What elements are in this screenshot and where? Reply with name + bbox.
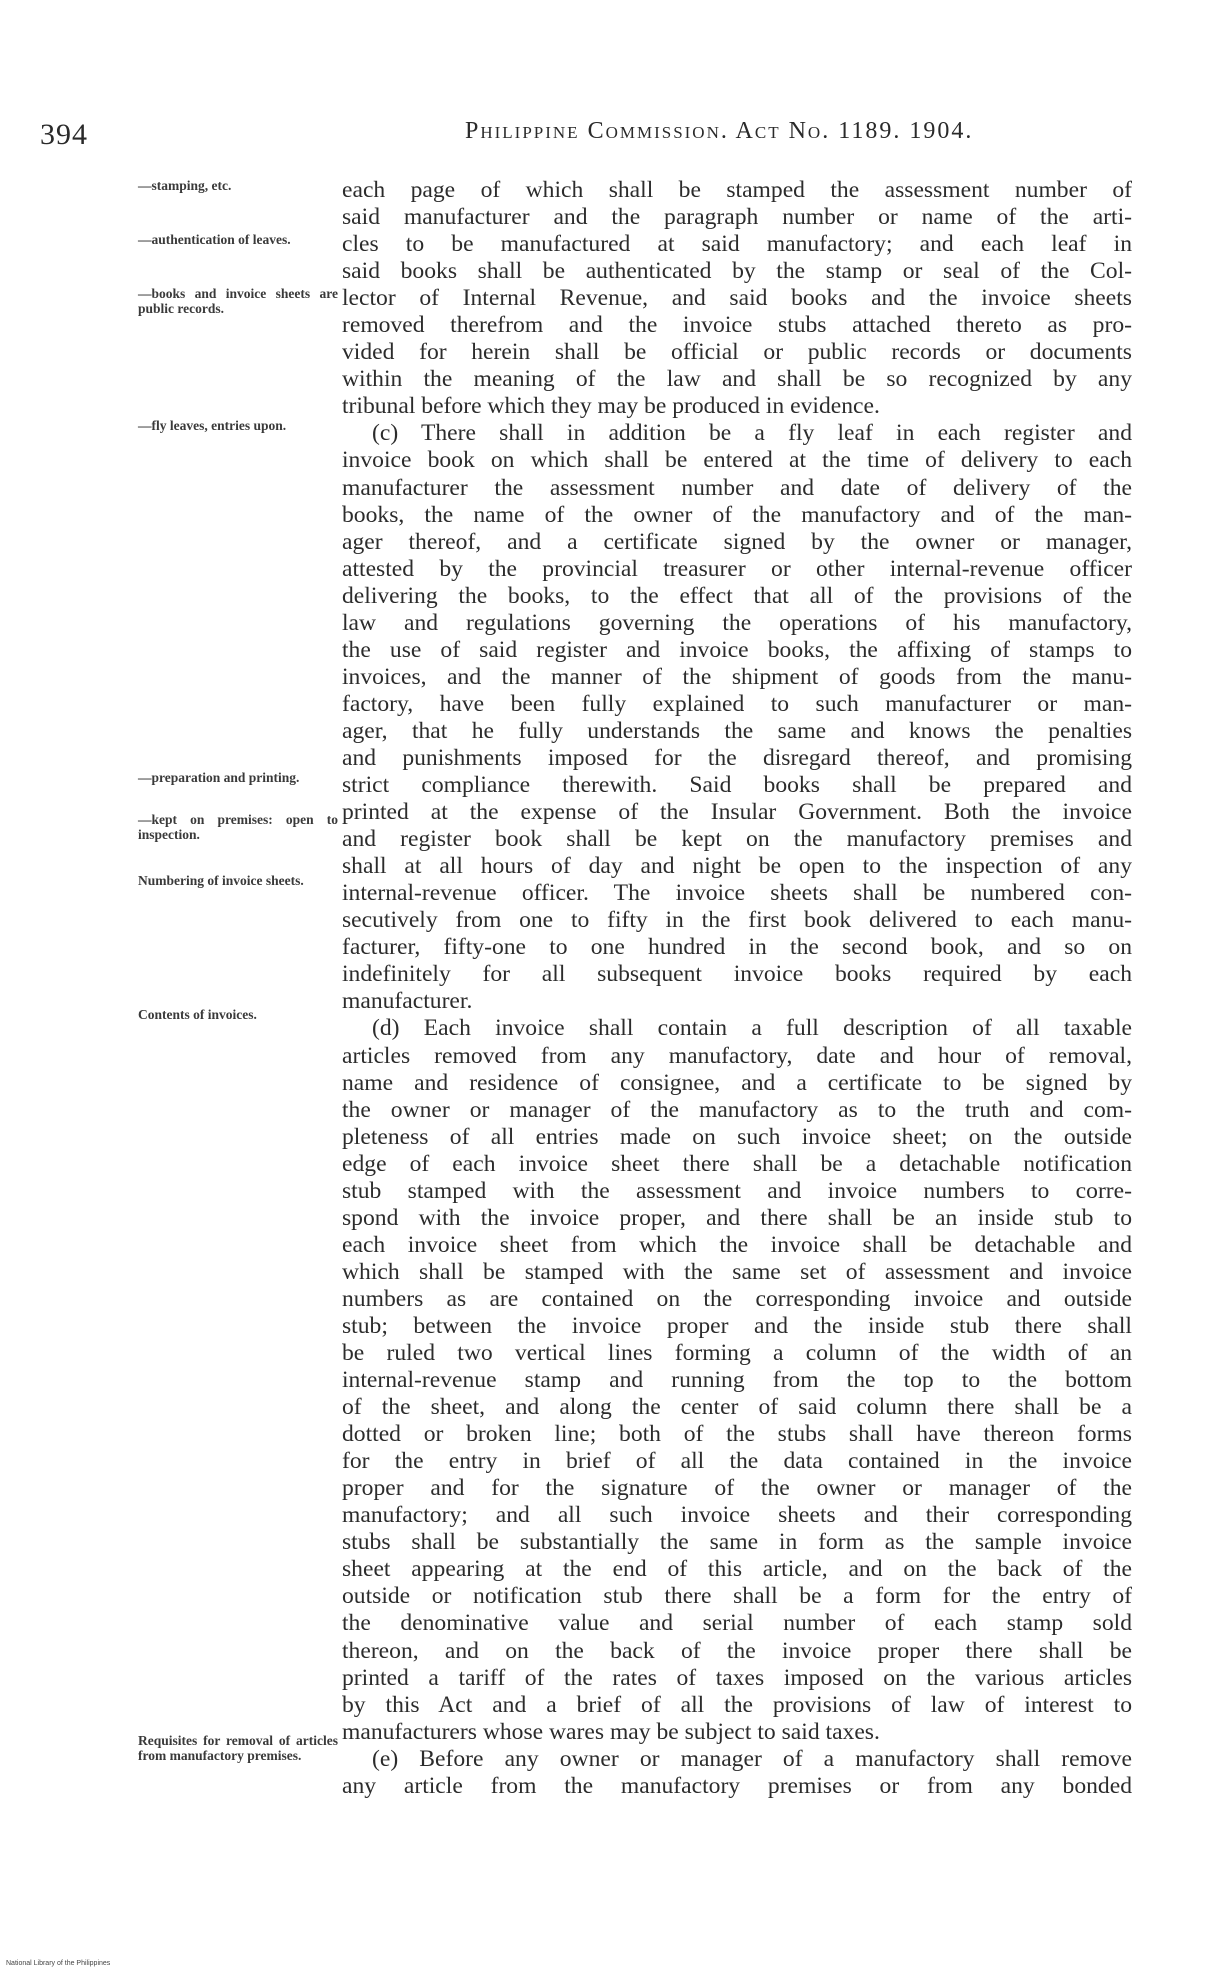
text-line: (d) Each invoice shall contain a full description of all taxable xyxy=(372,1015,1132,1042)
text-line: and register book shall be kept on the manufactory premises and xyxy=(342,826,1132,853)
text-line: (e) Before any owner or manager of a manufactory shall remove xyxy=(372,1745,1132,1772)
text-line: indefinitely for all subsequent invoice books required by each xyxy=(342,961,1132,988)
text-line: said books shall be authenticated by the stamp or seal of the Col- xyxy=(342,258,1132,285)
text-line: articles removed from any manufactory, date and hour of removal, xyxy=(342,1042,1132,1069)
text-line: ager thereof, and a certificate signed by the owner or manager, xyxy=(342,528,1132,555)
margin-note-fly-leaves: —fly leaves, entries upon. xyxy=(138,418,287,433)
text-line: within the meaning of the law and shall be so recognized by any xyxy=(342,366,1132,393)
running-head: Philippine Commission. Act No. 1189. 1904. xyxy=(465,118,974,144)
text-line: each page of which shall be stamped the assessment number of xyxy=(342,177,1132,203)
text-line: stub stamped with the assessment and invoice numbers to corre- xyxy=(342,1177,1132,1204)
paragraph xyxy=(342,1015,1132,1745)
margin-note-numbering: Numbering of invoice sheets. xyxy=(138,873,304,888)
text-line: invoices, and the manner of the shipment of goods from the manu- xyxy=(342,663,1132,690)
footer-credit: National Library of the Philippines xyxy=(6,1960,111,1967)
margin-note-public-records: —books and invoice sheets are public records. xyxy=(138,286,338,316)
text-line: invoice book on which shall be entered at the time of delivery to each xyxy=(342,447,1132,474)
text-line: spond with the invoice proper, and there shall be an inside stub to xyxy=(342,1204,1132,1231)
text-line: internal-revenue stamp and running from the top to the bottom xyxy=(342,1367,1132,1394)
text-line: outside or notification stub there shall be a form for the entry of xyxy=(342,1583,1132,1610)
text-line: name and residence of consignee, and a certificate to be signed by xyxy=(342,1069,1132,1096)
text-line: each invoice sheet from which the invoice shall be detachable and xyxy=(342,1231,1132,1258)
text-line: lector of Internal Revenue, and said books and the invoice sheets xyxy=(342,285,1132,312)
text-line: dotted or broken line; both of the stubs shall have thereon forms xyxy=(342,1421,1132,1448)
text-line: and punishments imposed for the disregard thereof, and promising xyxy=(342,744,1132,771)
text-line: stub; between the invoice proper and the inside stub there shall xyxy=(342,1312,1132,1339)
text-line: which shall be stamped with the same set of assessment and invoice xyxy=(342,1258,1132,1285)
text-line: numbers as are contained on the corresponding invoice and outside xyxy=(342,1285,1132,1312)
text-line: edge of each invoice sheet there shall be a detachable notification xyxy=(342,1150,1132,1177)
margin-note-requisites: Requisites for removal of articles from manufactory premises. xyxy=(138,1733,338,1763)
text-line: printed at the expense of the Insular Government. Both the invoice xyxy=(342,799,1132,826)
paragraph xyxy=(342,420,1132,1015)
text-line: vided for herein shall be official or public records or documents xyxy=(342,339,1132,366)
text-line: internal-revenue officer. The invoice sheets shall be numbered con- xyxy=(342,880,1132,907)
margin-note-contents: Contents of invoices. xyxy=(138,1007,257,1022)
text-line: attested by the provincial treasurer or other internal-revenue officer xyxy=(342,555,1132,582)
text-line: manufactory; and all such invoice sheets and their corresponding xyxy=(342,1502,1132,1529)
margin-note-authentication: —authentication of leaves. xyxy=(138,232,291,247)
text-line: ager, that he fully understands the same and knows the penalties xyxy=(342,717,1132,744)
text-line: delivering the books, to the effect that all of the provisions of the xyxy=(342,582,1132,609)
text-line: manufacturers whose wares may be subject to said taxes. xyxy=(342,1718,880,1745)
text-line: removed therefrom and the invoice stubs attached thereto as pro- xyxy=(342,312,1132,339)
page-number: 394 xyxy=(40,118,88,151)
text-line: any article from the manufactory premises or from any bonded xyxy=(342,1772,1132,1799)
text-line: books, the name of the owner of the manufactory and of the man- xyxy=(342,501,1132,528)
body-text xyxy=(342,177,1132,1800)
text-line: of the sheet, and along the center of said column there shall be a xyxy=(342,1394,1132,1421)
text-line: the owner or manager of the manufactory as to the truth and com- xyxy=(342,1096,1132,1123)
text-line: secutively from one to fifty in the first book delivered to each manu- xyxy=(342,907,1132,934)
text-line: law and regulations governing the operations of his manufactory, xyxy=(342,609,1132,636)
margin-note-preparation: —preparation and printing. xyxy=(138,770,300,785)
text-line: (c) There shall in addition be a fly leaf in each register and xyxy=(372,420,1132,447)
text-line: shall at all hours of day and night be open to the inspection of any xyxy=(342,853,1132,880)
text-line: sheet appearing at the end of this article, and on the back of the xyxy=(342,1556,1132,1583)
text-line: manufacturer. xyxy=(342,988,473,1015)
paragraph xyxy=(342,1746,1132,1800)
text-line: printed a tariff of the rates of taxes imposed on the various articles xyxy=(342,1664,1132,1691)
text-line: the denominative value and serial number of each stamp sold xyxy=(342,1610,1132,1637)
text-line: for the entry in brief of all the data contained in the invoice xyxy=(342,1448,1132,1475)
text-line: said manufacturer and the paragraph number or name of the arti- xyxy=(342,204,1132,231)
text-line: manufacturer the assessment number and date of delivery of the xyxy=(342,474,1132,501)
text-line: strict compliance therewith. Said books shall be prepared and xyxy=(342,772,1132,799)
text-line: by this Act and a brief of all the provisions of law of interest to xyxy=(342,1691,1132,1718)
text-line: stubs shall be substantially the same in form as the sample invoice xyxy=(342,1529,1132,1556)
paragraph xyxy=(342,177,1132,420)
text-line: factory, have been fully explained to such manufacturer or man- xyxy=(342,690,1132,717)
text-line: cles to be manufactured at said manufactory; and each leaf in xyxy=(342,231,1132,258)
text-line: pleteness of all entries made on such invoice sheet; on the outside xyxy=(342,1123,1132,1150)
text-line: be ruled two vertical lines forming a column of the width of an xyxy=(342,1340,1132,1367)
margin-note-kept-on-premises: —kept on premises: open to inspection. xyxy=(138,812,338,842)
text-line: proper and for the signature of the owner or manager of the xyxy=(342,1475,1132,1502)
text-line: facturer, fifty-one to one hundred in the second book, and so on xyxy=(342,934,1132,961)
text-line: the use of said register and invoice books, the affixing of stamps to xyxy=(342,636,1132,663)
text-line: tribunal before which they may be produced in evidence. xyxy=(342,393,880,420)
text-line: thereon, and on the back of the invoice proper there shall be xyxy=(342,1637,1132,1664)
margin-note-stamping: —stamping, etc. xyxy=(138,178,232,193)
